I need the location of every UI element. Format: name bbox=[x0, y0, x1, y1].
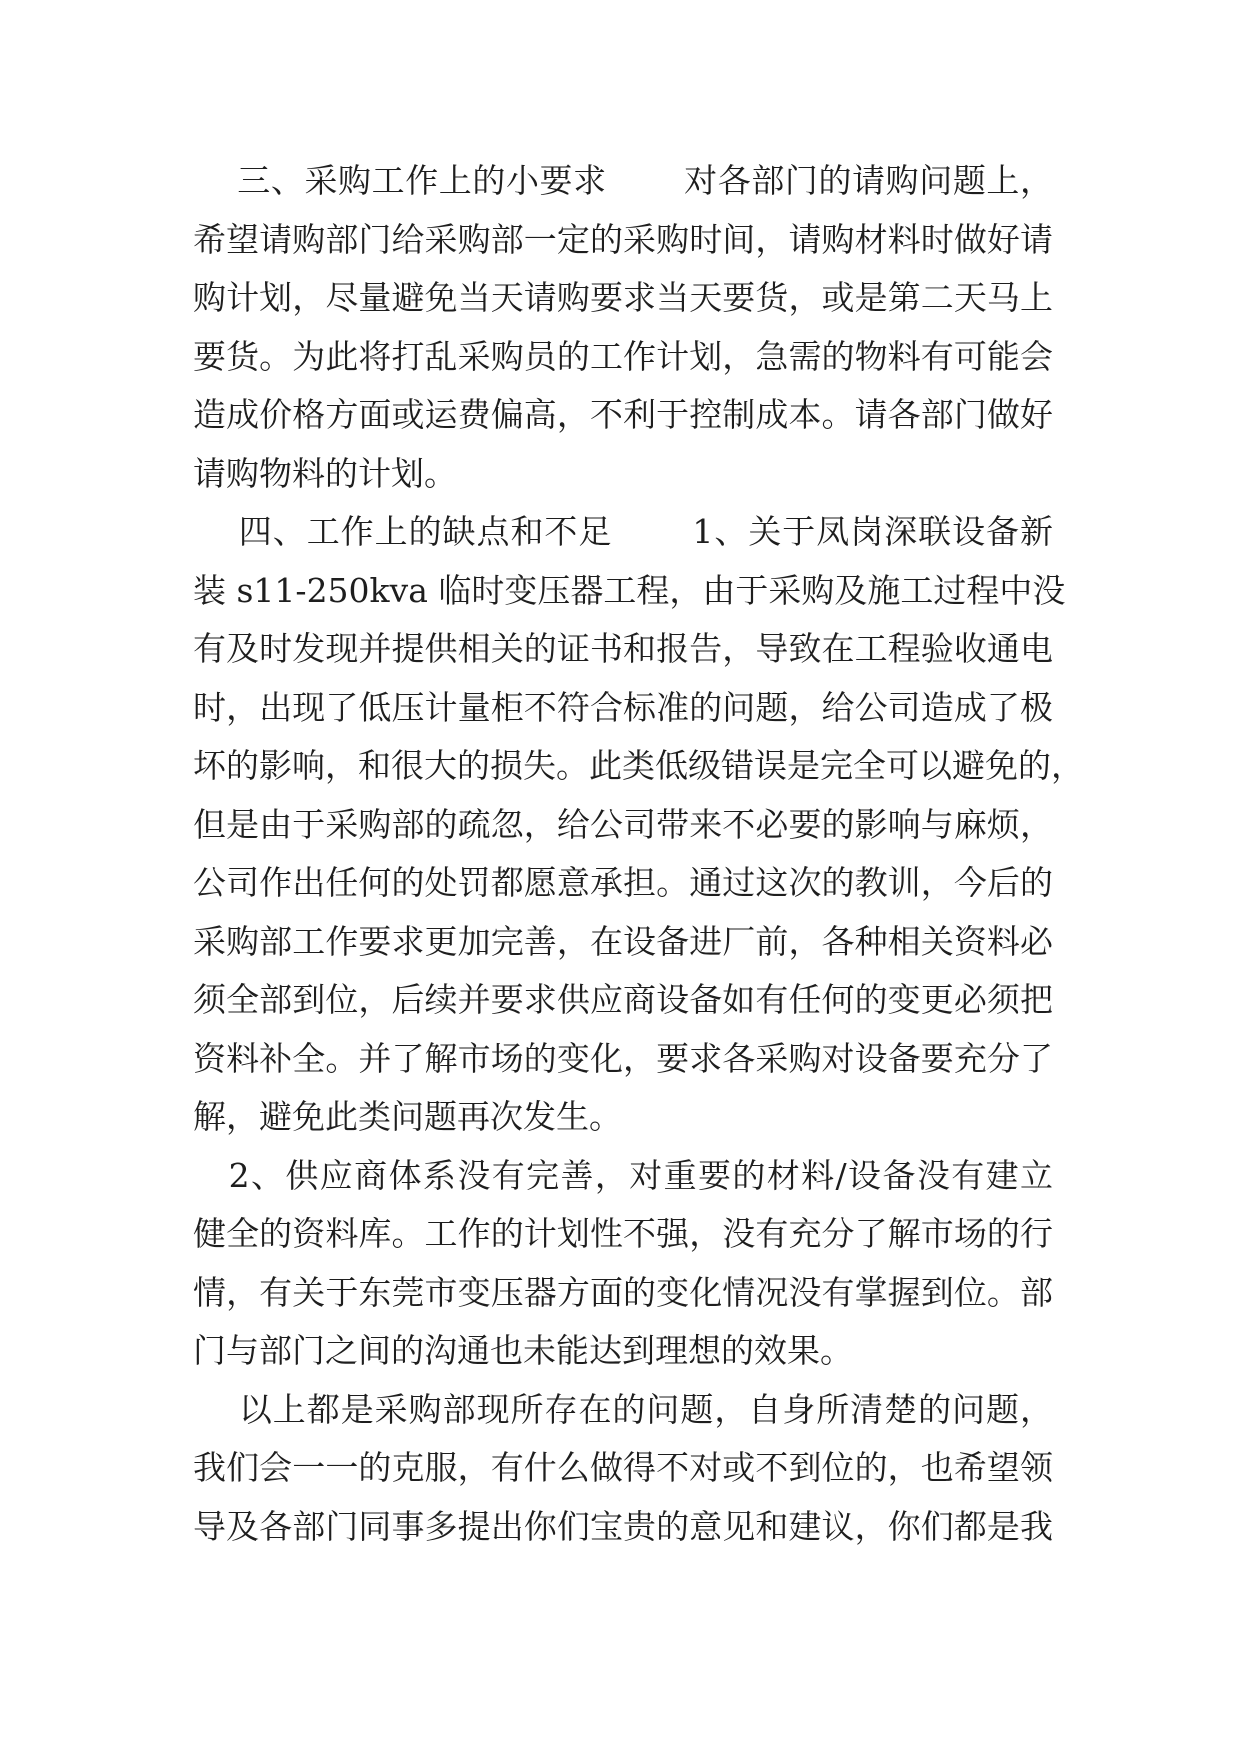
text-line: 时，出现了低压计量柜不符合标准的问题，给公司造成了极 bbox=[193, 687, 1053, 727]
text-line: 要货。为此将打乱采购员的工作计划，急需的物料有可能会 bbox=[193, 336, 1053, 376]
text-line: 资料补全。并了解市场的变化，要求各采购对设备要充分了 bbox=[193, 1038, 1053, 1078]
text-line: 装 s11-250kva 临时变压器工程，由于采购及施工过程中没 bbox=[193, 570, 1066, 610]
text-line: 但是由于采购部的疏忽，给公司带来不必要的影响与麻烦， bbox=[193, 804, 1053, 844]
text-line: 采购部工作要求更加完善，在设备进厂前，各种相关资料必 bbox=[193, 921, 1053, 961]
text-line: 解，避免此类问题再次发生。 bbox=[193, 1097, 622, 1136]
text-line: 导及各部门同事多提出你们宝贵的意见和建议，你们都是我 bbox=[193, 1506, 1053, 1546]
text-line: 以上都是采购部现所存在的问题，自身所清楚的问题， bbox=[193, 1389, 1053, 1429]
text-line: 造成价格方面或运费偏高，不利于控制成本。请各部门做好 bbox=[193, 395, 1053, 434]
text-line: 门与部门之间的沟通也未能达到理想的效果。 bbox=[193, 1331, 853, 1370]
text-line: 我们会一一的克服，有什么做得不对或不到位的，也希望领 bbox=[193, 1448, 1053, 1487]
text-line: 健全的资料库。工作的计划性不强，没有充分了解市场的行 bbox=[193, 1214, 1053, 1253]
text-line: 坏的影响，和很大的损失。此类低级错误是完全可以避免的， bbox=[193, 746, 1084, 785]
text-line: 情，有关于东莞市变压器方面的变化情况没有掌握到位。部 bbox=[193, 1272, 1053, 1312]
text-line: 公司作出任何的处罚都愿意承担。通过这次的教训，今后的 bbox=[193, 863, 1053, 902]
text-line: 购计划，尽量避免当天请购要求当天要货，或是第二天马上 bbox=[193, 278, 1053, 317]
text-line: 四、工作上的缺点和不足 1、关于凤岗深联设备新 bbox=[193, 512, 1053, 551]
text-line: 有及时发现并提供相关的证书和报告，导致在工程验收通电 bbox=[193, 629, 1053, 668]
text-line: 2、供应商体系没有完善，对重要的材料/设备没有建立 bbox=[193, 1155, 1053, 1195]
text-line: 须全部到位，后续并要求供应商设备如有任何的变更必须把 bbox=[193, 980, 1053, 1019]
text-line: 请购物料的计划。 bbox=[193, 453, 457, 493]
text-line: 三、采购工作上的小要求 对各部门的请购问题上， bbox=[193, 161, 1053, 200]
text-line: 希望请购部门给采购部一定的采购时间，请购材料时做好请 bbox=[193, 219, 1053, 259]
document-body bbox=[193, 152, 1084, 1556]
